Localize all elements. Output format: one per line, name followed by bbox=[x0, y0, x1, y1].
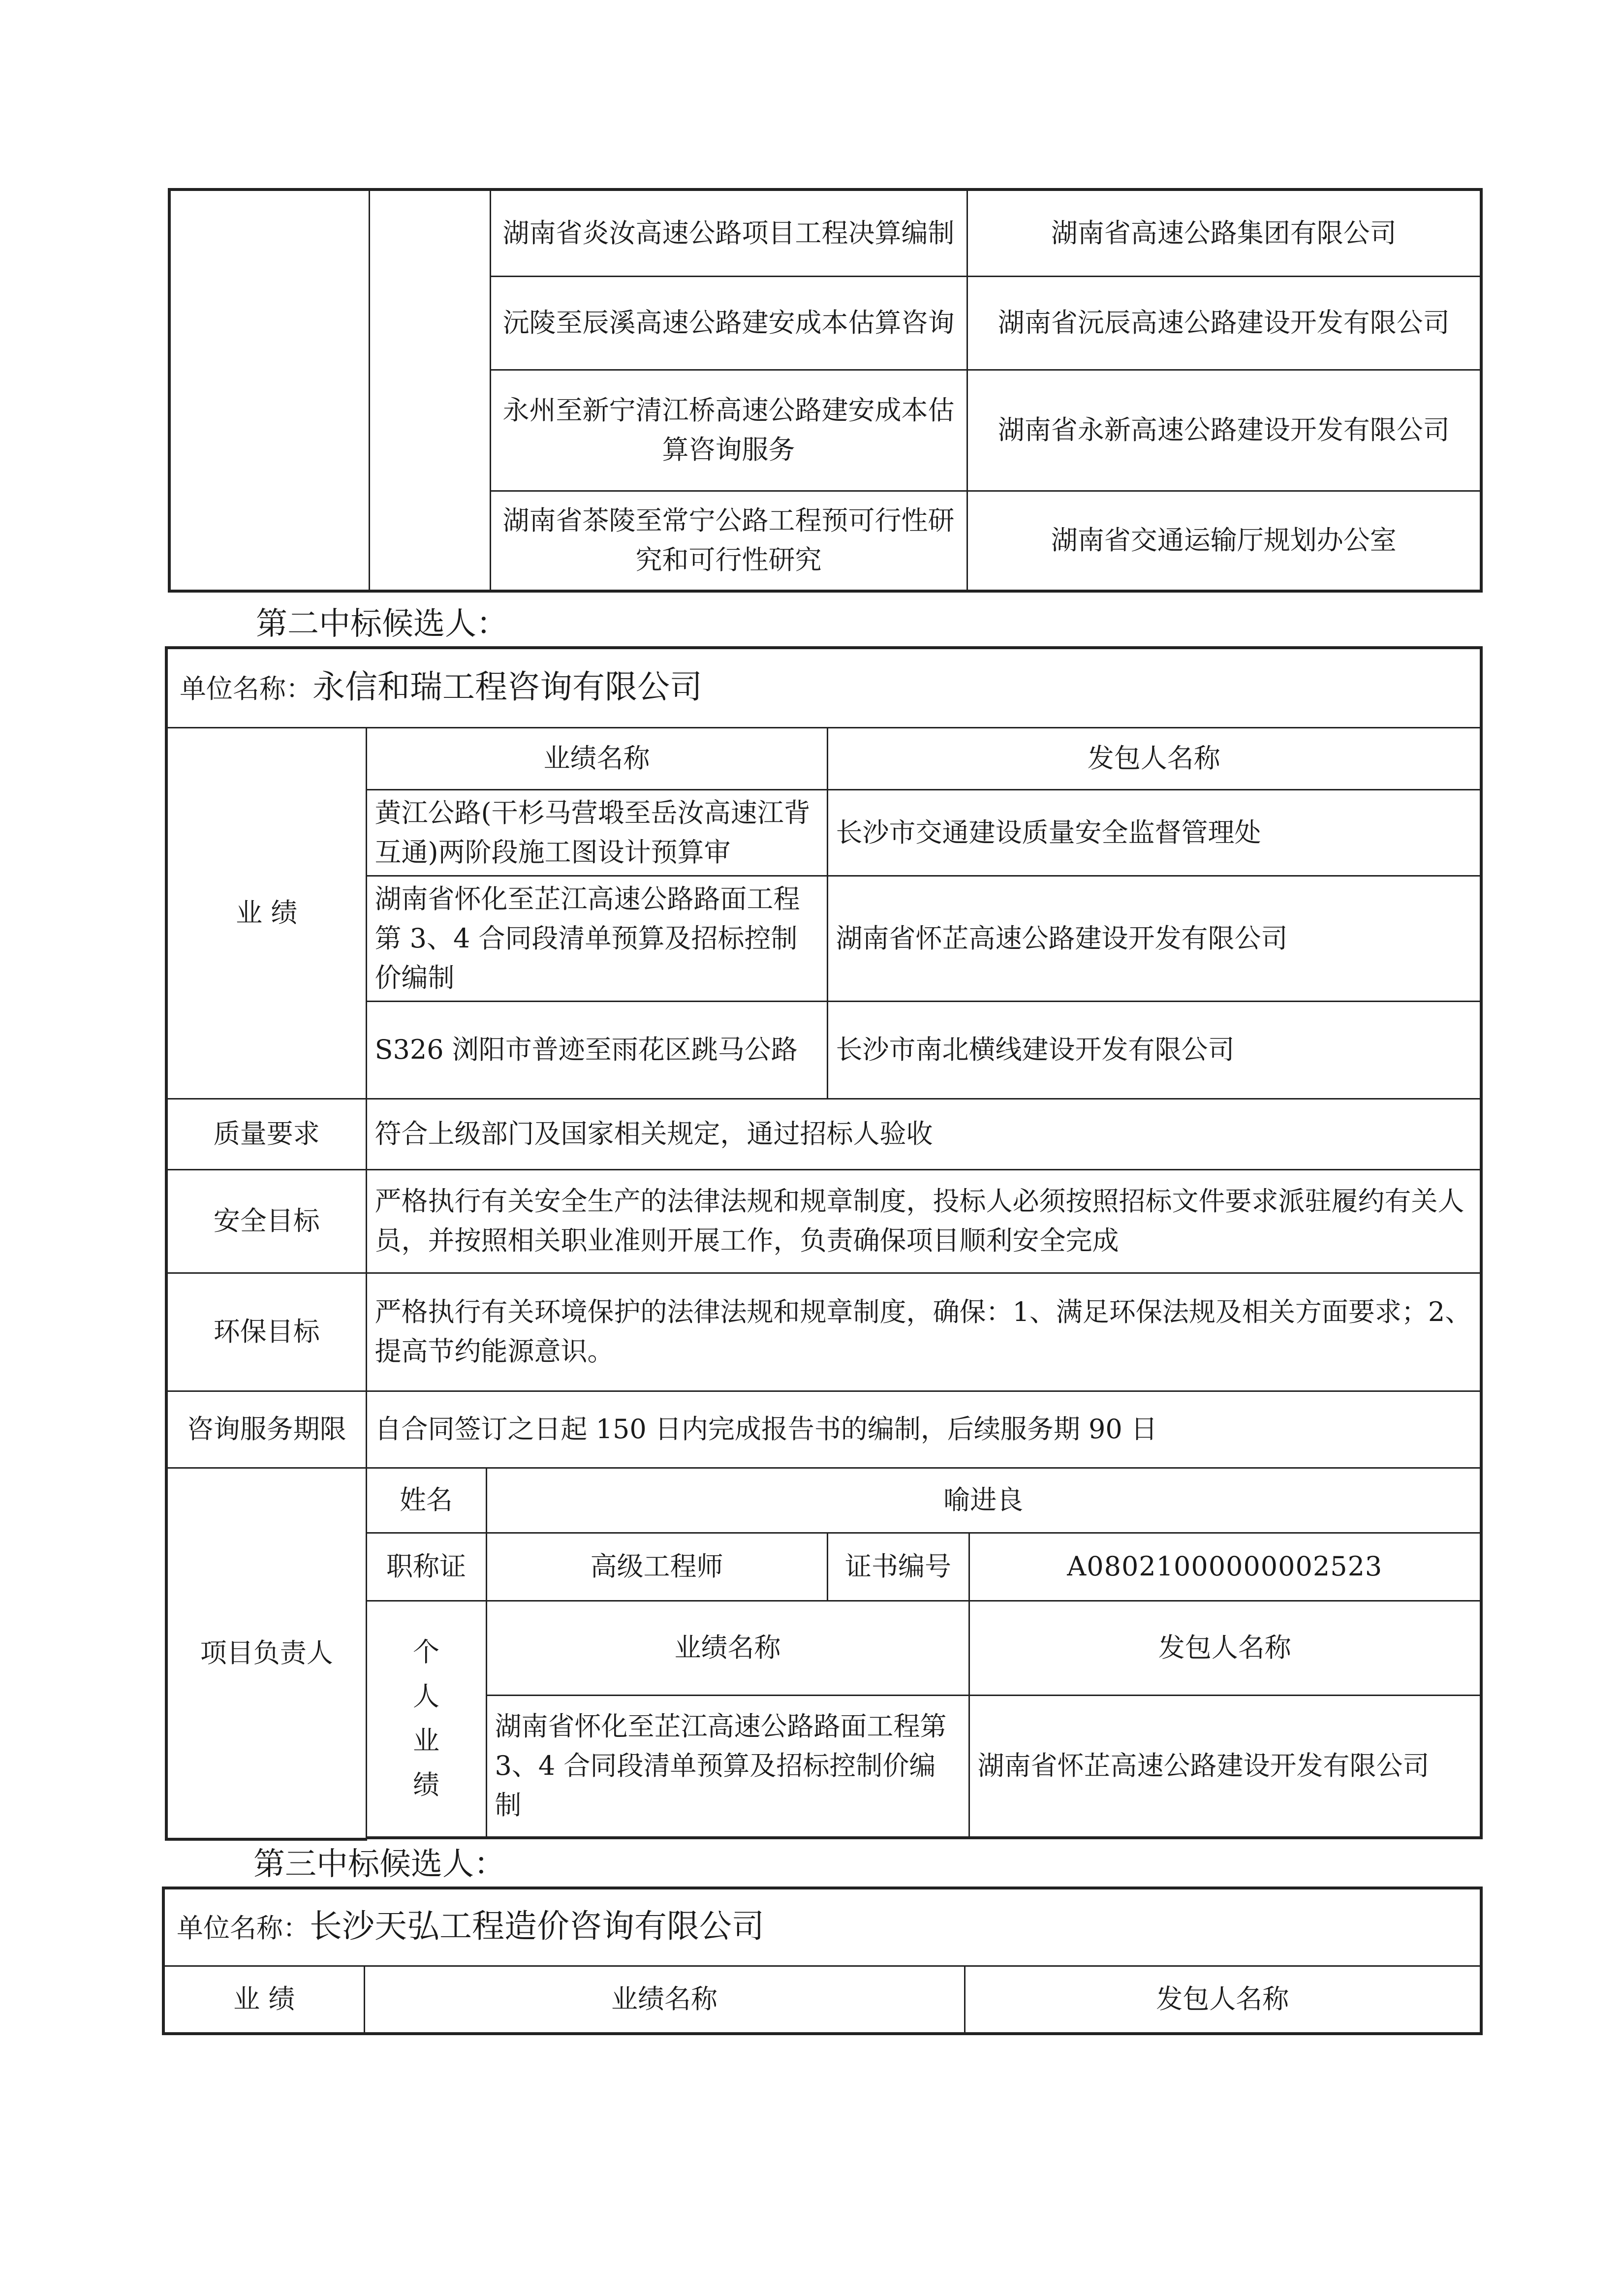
pm-client-cell: 湖南省怀芷高速公路建设开发有限公司 bbox=[969, 1695, 1481, 1838]
project-name-cell: 沅陵至辰溪高速公路建安成本估算咨询 bbox=[490, 276, 967, 370]
column-header-project: 业绩名称 bbox=[364, 1966, 965, 2034]
performance-label: 业 绩 bbox=[163, 1966, 364, 2034]
environment-value: 严格执行有关环境保护的法律法规和规章制度，确保：1、满足环保法规及相关方面要求；2、提高节约能源意识。 bbox=[366, 1273, 1481, 1391]
third-candidate-heading: 第三中标候选人： bbox=[253, 1846, 505, 1883]
pm-column-header-client: 发包人名称 bbox=[969, 1601, 1481, 1695]
client-name-cell: 湖南省交通运输厅规划办公室 bbox=[967, 491, 1481, 591]
performance-client-cell: 湖南省怀芷高速公路建设开发有限公司 bbox=[827, 876, 1481, 1001]
personal-performance-text: 个人业绩 bbox=[413, 1636, 439, 1801]
third-candidate-table bbox=[162, 1887, 1483, 2035]
column-header-client: 发包人名称 bbox=[827, 727, 1481, 789]
client-name-cell: 湖南省高速公路集团有限公司 bbox=[967, 189, 1481, 276]
quality-label: 质量要求 bbox=[166, 1099, 366, 1169]
performance-client-cell: 长沙市交通建设质量安全监督管理处 bbox=[827, 789, 1481, 876]
certificate-label: 证书编号 bbox=[827, 1533, 969, 1601]
unit-name-row bbox=[163, 1888, 1481, 1966]
quality-value: 符合上级部门及国家相关规定，通过招标人验收 bbox=[366, 1099, 1481, 1169]
performance-project-cell: 湖南省怀化至芷江高速公路路面工程第 3、4 合同段清单预算及招标控制价编制 bbox=[366, 876, 827, 1001]
performance-client-cell: 长沙市南北横线建设开发有限公司 bbox=[827, 1001, 1481, 1099]
unit-name-row bbox=[166, 648, 1481, 727]
title-label: 职称证 bbox=[366, 1533, 486, 1601]
column-header-project: 业绩名称 bbox=[366, 727, 827, 789]
column-header-client: 发包人名称 bbox=[965, 1966, 1481, 2034]
unit-name-value: 长沙天弘工程造价咨询有限公司 bbox=[310, 1907, 764, 1945]
service-period-value: 自合同签订之日起 150 日内完成报告书的编制，后续服务期 90 日 bbox=[366, 1391, 1481, 1468]
performance-project-cell: S326 浏阳市普迹至雨花区跳马公路 bbox=[366, 1001, 827, 1099]
service-period-label: 咨询服务期限 bbox=[166, 1391, 366, 1468]
project-manager-label: 项目负责人 bbox=[166, 1468, 366, 1839]
client-name-cell: 湖南省永新高速公路建设开发有限公司 bbox=[967, 370, 1481, 491]
performance-label: 业 绩 bbox=[166, 727, 366, 1099]
empty-cell bbox=[169, 189, 369, 591]
second-candidate-heading: 第二中标候选人： bbox=[256, 606, 508, 642]
certificate-number: A08021000000002523 bbox=[969, 1533, 1481, 1601]
unit-name-value: 永信和瑞工程咨询有限公司 bbox=[312, 667, 702, 706]
name-value: 喻进良 bbox=[486, 1468, 1481, 1533]
continued-performance-table bbox=[168, 188, 1483, 593]
title-value: 高级工程师 bbox=[486, 1533, 827, 1601]
unit-name-label: 单位名称： bbox=[180, 673, 312, 704]
empty-cell bbox=[369, 189, 490, 591]
project-name-cell: 湖南省炎汝高速公路项目工程决算编制 bbox=[490, 189, 967, 276]
unit-name-label: 单位名称： bbox=[177, 1912, 310, 1944]
project-name-cell: 湖南省茶陵至常宁公路工程预可行性研究和可行性研究 bbox=[490, 491, 967, 591]
project-name-cell: 永州至新宁清江桥高速公路建安成本估算咨询服务 bbox=[490, 370, 967, 491]
environment-label: 环保目标 bbox=[166, 1273, 366, 1391]
performance-project-cell: 黄江公路(干杉马营塅至岳汝高速江背互通)两阶段施工图设计预算审 bbox=[366, 789, 827, 876]
pm-column-header-project: 业绩名称 bbox=[486, 1601, 969, 1695]
personal-performance-label bbox=[366, 1601, 486, 1838]
second-candidate-table bbox=[165, 646, 1483, 1841]
safety-value: 严格执行有关安全生产的法律法规和规章制度，投标人必须按照招标文件要求派驻履约有关人员，并按照相关职业准则开展工作，负责确保项目顺利安全完成 bbox=[366, 1169, 1481, 1273]
pm-project-cell: 湖南省怀化至芷江高速公路路面工程第 3、4 合同段清单预算及招标控制价编制 bbox=[486, 1695, 969, 1838]
client-name-cell: 湖南省沅辰高速公路建设开发有限公司 bbox=[967, 276, 1481, 370]
name-label: 姓名 bbox=[366, 1468, 486, 1533]
safety-label: 安全目标 bbox=[166, 1169, 366, 1273]
